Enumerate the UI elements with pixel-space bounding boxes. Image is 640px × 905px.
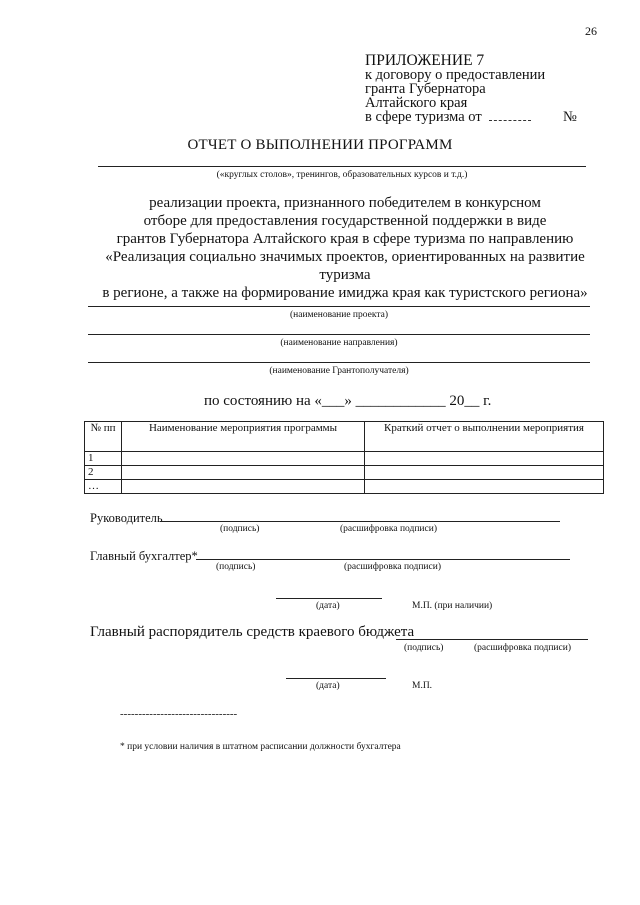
direction-name-line[interactable]	[88, 334, 590, 335]
appendix-block	[365, 54, 577, 124]
footnote: * при условии наличия в штатном расписании должности бухгалтера	[120, 742, 401, 752]
activity-cell[interactable]	[122, 466, 365, 480]
paragraph-line: «Реализация социально значимых проектов, ориентированных на развитие туризма	[105, 249, 585, 283]
report-cell[interactable]	[365, 466, 604, 480]
recipient-name-line[interactable]	[88, 362, 590, 363]
budget-signature-line[interactable]	[396, 639, 588, 640]
col-report-header: Краткий отчет о выполнении мероприятия	[365, 422, 604, 452]
project-description	[80, 194, 610, 302]
activity-cell[interactable]	[122, 480, 365, 494]
report-title: ОТЧЕТ О ВЫПОЛНЕНИИ ПРОГРАММ	[187, 137, 453, 153]
table-header-row	[85, 422, 604, 452]
row-number: …	[85, 480, 122, 494]
budget-date-line[interactable]	[286, 678, 386, 679]
project-name-caption: (наименование проекта)	[289, 310, 388, 320]
project-name-line[interactable]	[88, 306, 590, 307]
head-decoding-caption: (расшифровка подписи)	[340, 524, 437, 534]
accountant-decoding-caption: (расшифровка подписи)	[344, 562, 441, 572]
row-number: 1	[85, 452, 122, 466]
head-label: Руководитель	[90, 511, 163, 525]
date-blank[interactable]	[489, 120, 531, 121]
col-activity-header: Наименование мероприятия программы	[122, 422, 365, 452]
appendix-line: гранта Губернатора	[365, 81, 486, 97]
report-cell[interactable]	[365, 480, 604, 494]
activity-cell[interactable]	[122, 452, 365, 466]
table-row	[85, 480, 604, 494]
budget-seal: М.П.	[412, 681, 433, 691]
appendix-line: Алтайского края	[365, 95, 468, 111]
date-line[interactable]	[276, 598, 382, 599]
report-cell[interactable]	[365, 452, 604, 466]
program-type-line[interactable]	[98, 166, 586, 167]
paragraph-line: грантов Губернатора Алтайского края в сфере туризма по направлению	[116, 231, 574, 247]
appendix-line	[365, 110, 577, 124]
table-row	[85, 466, 604, 480]
row-number: 2	[85, 466, 122, 480]
appendix-date-label: в сфере туризма от	[365, 109, 482, 125]
head-signature-caption: (подпись)	[220, 524, 260, 534]
paragraph-line: реализации проекта, признанного победителем в конкурсном	[149, 195, 541, 211]
as-of-date: по состоянию на «___» ____________ 20__ г.	[204, 393, 492, 409]
paragraph-line: отборе для предоставления государственной поддержки в виде	[143, 213, 547, 229]
paragraph-line: в регионе, а также на формирование имиджа края как туристского региона»	[102, 285, 588, 301]
appendix-heading: ПРИЛОЖЕНИЕ 7	[365, 52, 485, 69]
recipient-name-caption: (наименование Грантополучателя)	[269, 366, 409, 376]
page-number: 26	[585, 24, 597, 38]
date-caption: (дата)	[316, 601, 340, 611]
budget-manager-text: Главный распорядитель средств краевого бюджета	[90, 624, 415, 640]
appendix-line: к договору о предоставлении	[365, 67, 546, 83]
budget-date-caption: (дата)	[316, 681, 340, 691]
accountant-signature-line[interactable]	[196, 559, 570, 560]
budget-decoding-caption: (расшифровка подписи)	[474, 643, 571, 653]
number-sign: №	[562, 109, 577, 125]
activities-table	[84, 421, 604, 494]
footnote-separator: --------------------------------	[120, 708, 238, 720]
seal-optional: М.П. (при наличии)	[412, 601, 493, 611]
accountant-label: Главный бухгалтер*	[90, 549, 198, 563]
table-row	[85, 452, 604, 466]
accountant-signature-caption: (подпись)	[216, 562, 256, 572]
budget-signature-caption: (подпись)	[404, 643, 444, 653]
col-number-header: № пп	[85, 422, 122, 452]
head-signature-line[interactable]	[160, 521, 560, 522]
budget-manager-label	[90, 624, 414, 641]
program-type-caption: («круглых столов», тренингов, образовательных курсов и т.д.)	[216, 170, 468, 180]
direction-name-caption: (наименование направления)	[280, 338, 398, 348]
